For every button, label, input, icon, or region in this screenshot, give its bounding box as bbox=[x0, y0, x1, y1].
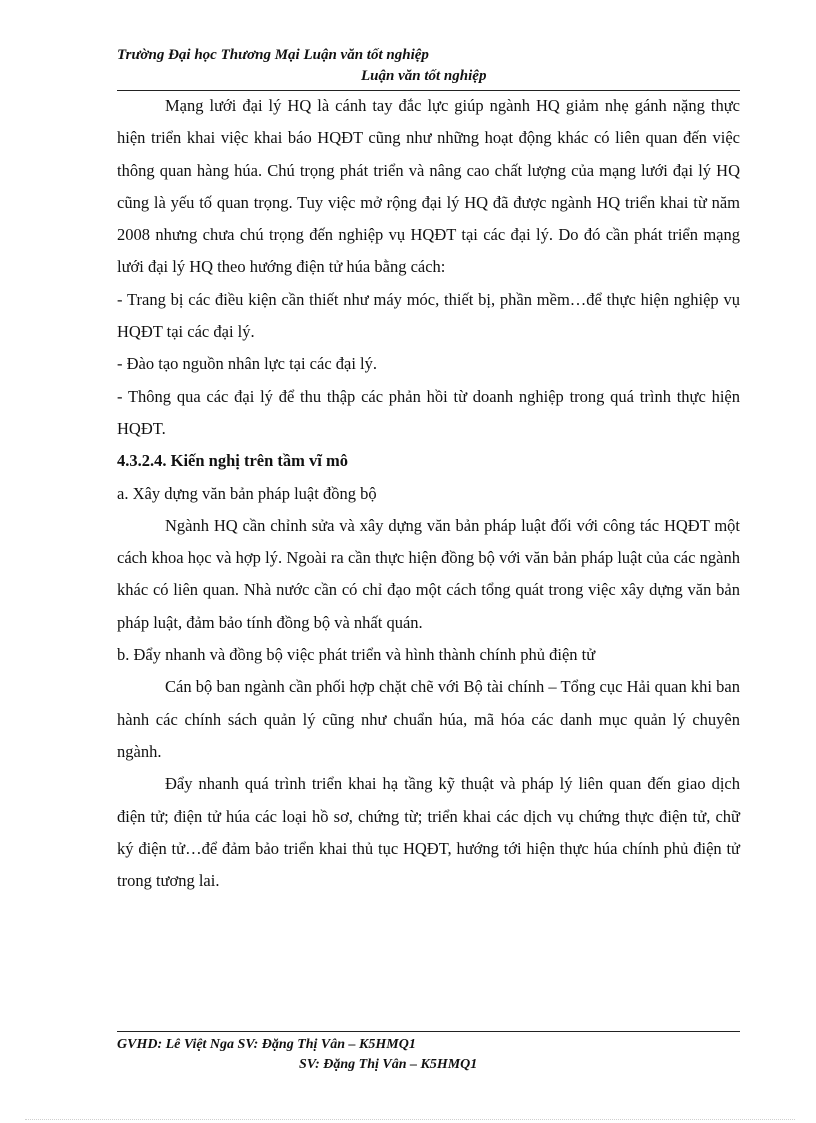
running-header-title: Trường Đại học Thương Mại Luận văn tốt nghiệp bbox=[117, 47, 429, 63]
paragraph-coordination: Cán bộ ban ngành cần phối hợp chặt chẽ với Bộ tài chính – Tổng cục Hải quan khi ban hành các chính sách quản lý cũng như chuẩn húa, mã hóa các danh mục quản lý chuyên ngành. bbox=[117, 677, 740, 761]
bullet-feedback: - Thông qua các đại lý để thu thập các phản hồi từ doanh nghiệp trong quá trình thực hiện HQĐT. bbox=[117, 386, 740, 438]
subheading-b: b. Đẩy nhanh và đồng bộ việc phát triển và hình thành chính phủ điện tử bbox=[117, 645, 596, 665]
running-header-subtitle: Luận văn tốt nghiệp bbox=[361, 68, 487, 84]
paragraph-infrastructure: Đẩy nhanh quá trình triển khai hạ tầng kỹ thuật và pháp lý liên quan đến giao dịch điện tử; điện tử húa các loại hồ sơ, chứng từ; triển khai các dịch vụ chứng thực điện tử, chữ ký điện tử…để đảm bảo triển khai thủ tục HQĐT, hướng tới hiện thực húa chính phủ điện tử trong tương lai. bbox=[117, 774, 740, 891]
subheading-a: a. Xây dựng văn bản pháp luật đồng bộ bbox=[117, 483, 377, 503]
bullet-equipment: - Trang bị các điều kiện cần thiết như máy móc, thiết bị, phần mềm…để thực hiện nghiệp vụ HQĐT tại các đại lý. bbox=[117, 289, 740, 342]
page-body bbox=[117, 90, 740, 897]
footer-rule bbox=[117, 1031, 740, 1032]
section-heading: 4.3.2.4. Kiến nghị trên tầm vĩ mô bbox=[117, 451, 348, 471]
footer-line-2: SV: Đặng Thị Vân – K5HMQ1 bbox=[299, 1057, 478, 1072]
footer-line-1: GVHD: Lê Việt Nga SV: Đặng Thị Vân – K5HMQ1 bbox=[117, 1037, 416, 1052]
page-bottom-edge bbox=[25, 1119, 795, 1120]
paragraph-agent-network: Mạng lưới đại lý HQ là cánh tay đắc lực giúp ngành HQ giảm nhẹ gánh nặng thực hiện triển khai việc khai báo HQĐT cũng như những hoạt động khác có liên quan đến việc thông quan hàng húa. Chú trọng phát triển và nâng cao chất lượng của mạng lưới đại lý HQ cũng là yếu tố quan trọng. Tuy việc mở rộng đại lý HQ đã được ngành HQ triển khai từ năm 2008 nhưng chưa chú trọng đến nghiệp vụ HQĐT tại các đại lý. Do đó cần phát triển mạng lưới đại lý HQ theo hướng điện tử húa bằng cách: bbox=[117, 96, 740, 277]
bullet-training: - Đào tạo nguồn nhân lực tại các đại lý. bbox=[117, 354, 378, 374]
paragraph-legal-docs: Ngành HQ cần chỉnh sửa và xây dựng văn bản pháp luật đối với công tác HQĐT một cách khoa học và hợp lý. Ngoài ra cần thực hiện đồng bộ với văn bản pháp luật của các ngành khác có liên quan. Nhà nước cần có chỉ đạo một cách tổng quát trong việc xây dựng văn bản pháp luật, đảm bảo tính đồng bộ và nhất quán. bbox=[117, 515, 740, 632]
